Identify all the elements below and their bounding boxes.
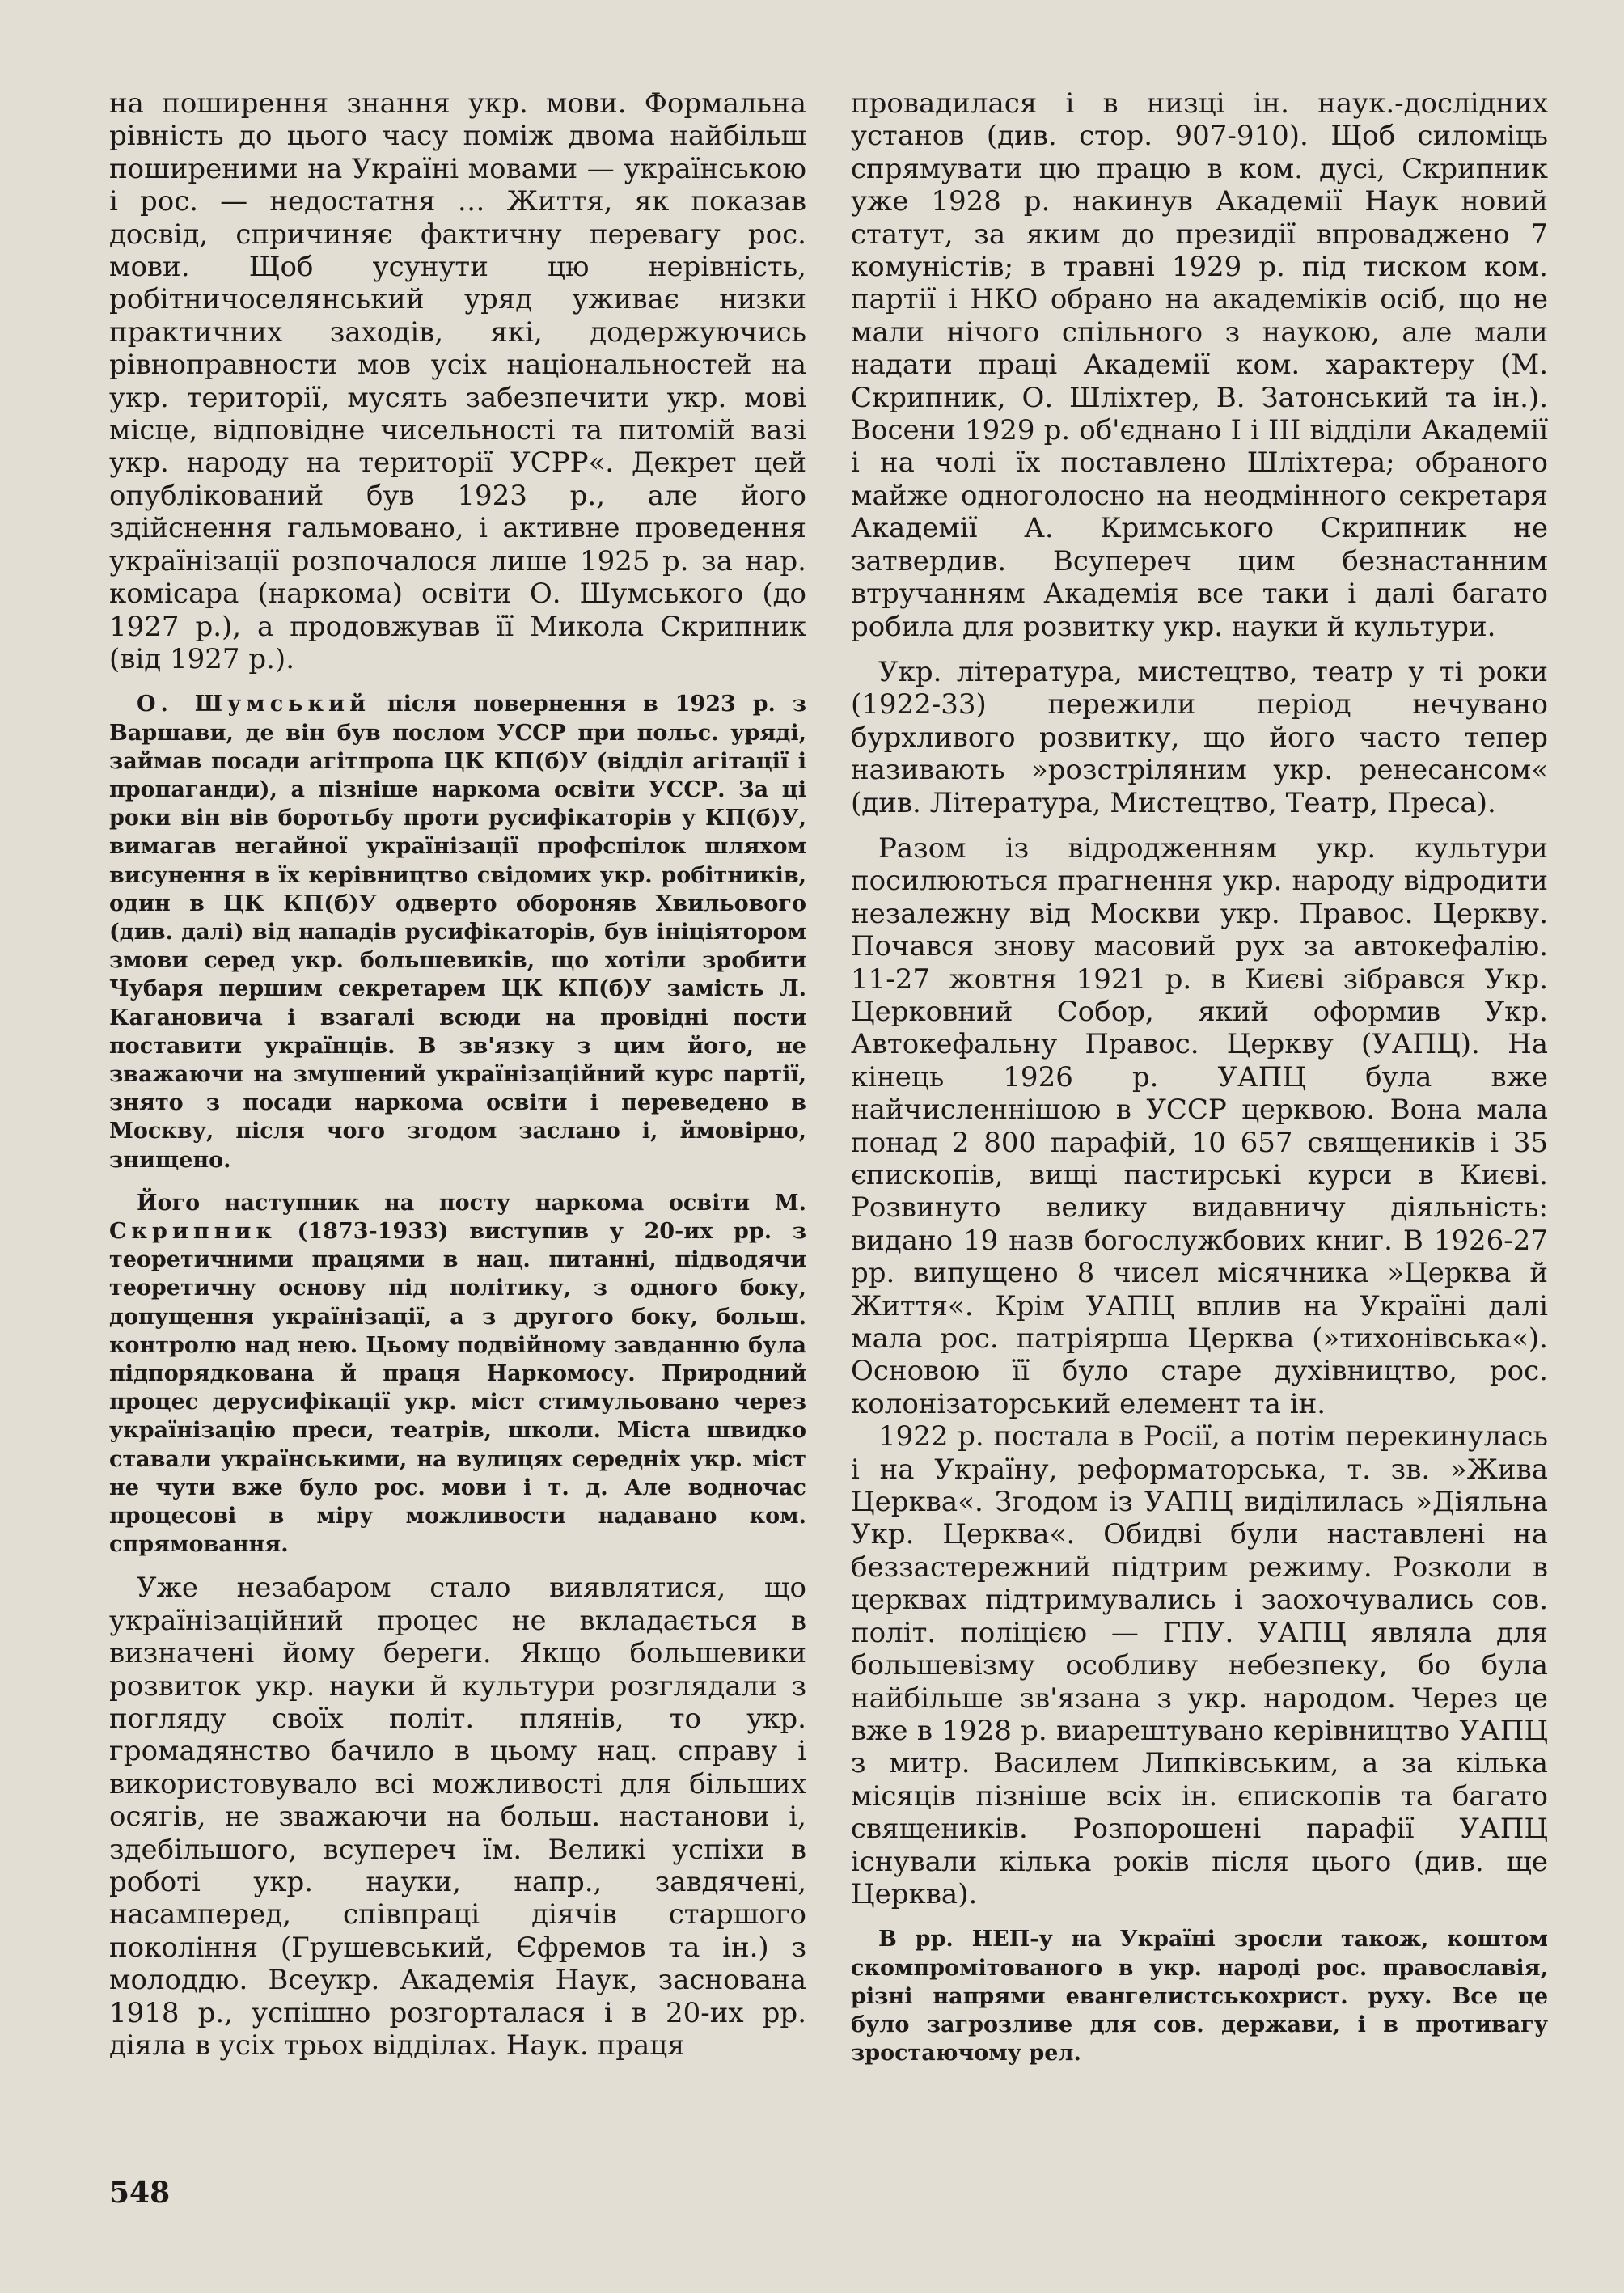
paragraph: 1922 р. постала в Росії, а потім перекинулась і на Україну, реформаторська, т. зв. »Жива Церква«. Згодом із УАПЦ виділилась »Діяльна Укр. Церква«. Обидві були наставлені на беззастережний підтрим режиму. Розколи в церквах підтримувались і заохочувались сов. політ. поліцією — ГПУ. УАПЦ являла для большевізму особливу небезпеку, бо була найбільше зв'язана з укр. народом. Через це вже в 1928 р. виарештувано керівництво УАПЦ з митр. Василем Липківським, а за кілька місяців пізніше всіх ін. єпископів та багато священиків. Розпорошені парафії УАПЦ існували кілька років після цього (див. ще Церква). (851, 1420, 1548, 1910)
right-column (851, 87, 1548, 2067)
page-number: 548 (109, 2176, 171, 2210)
small-paragraph-skrypnyk (109, 1189, 806, 1559)
left-column (109, 87, 806, 2062)
small-paragraph: В рр. НЕП-у на Україні зросли також, коштом скомпромітованого в укр. народі рос. православія, різні напрями евангелистськохрист. руху. Все це було загрозливе для сов. держави, і в противагу зростаючому рел. (851, 1927, 1548, 2067)
paragraph-text: (1873-1933) виступив у 20-их рр. з теоретичними працями в нац. питанні, підводячи теоретичну основу під політику, з одного боку, допущення українізації, а з другого боку, больш. контролю над нею. Цьому подвійному завданню була підпорядкована й праця Наркомосу. Природний процес дерусифікації укр. міст стимульовано через українізацію преси, театрів, школи. Міста швидко ставали українськими, на вулицях середніх укр. міст не чути вже було рос. мови і т. д. Але водночас процесові в міру можливости надавано ком. спрямовання. (109, 1218, 806, 1558)
person-name: О. Шумський (137, 692, 371, 717)
paragraph: Укр. література, мистецтво, театр у ті роки (1922-33) пережили період нечувано бурхливого розвитку, що його часто тепер називають »розстріляним укр. ренесансом« (див. Література, Мистецтво, Театр, Преса). (851, 655, 1548, 819)
person-name: Скрипник (109, 1218, 277, 1244)
paragraph: Уже незабаром стало виявлятися, що українізаційний процес не вкладається в визначені йому береги. Якщо большевики розвиток укр. науки й культури розглядали з погляду своїх політ. плянів, то укр. громадянство бачило в цьому нац. справу і використовувало всі можливості для більших осягів, не зважаючи на больш. настанови і, здебільшого, всупереч їм. Великі успіхи в роботі укр. науки, напр., завдячені, насамперед, співпраці діячів старшого покоління (Грушевський, Єфремов та ін.) з молоддю. Всеукр. Академія Наук, заснована 1918 р., успішно розгорталася і в 20-их рр. діяла в усіх трьох відділах. Наук. праця (109, 1572, 806, 2062)
paragraph-text: Його наступник на посту наркома освіти М. (137, 1190, 806, 1216)
paragraph: Разом із відродженням укр. культури посилюються прагнення укр. народу відродити незалежну від Москви укр. Правос. Церкву. Почався знову масовий рух за автокефалію. 11-27 жовтня 1921 р. в Києві зібрався Укр. Церковний Собор, який оформив Укр. Автокефальну Правос. Церкву (УАПЦ). На кінець 1926 р. УАПЦ була вже найчисленнішою в УССР церквою. Вона мала понад 2 800 парафій, 10 657 священиків і 35 єпископів, вищі пастирські курси в Києві. Розвинуто велику видавничу діяльність: видано 19 назв богослужбових книг. В 1926-27 рр. випущено 8 чисел місячника »Церква й Життя«. Крім УАПЦ вплив на Україні далі мала рос. патріярша Церква (»тихонівська«). Основою її було старе духівництво, рос. колонізаторський елемент та ін. (851, 831, 1548, 1420)
paragraph: провадилася і в низці ін. наук.-дослідних установ (див. стор. 907-910). Щоб силоміць спрямувати цю працю в ком. дусі, Скрипник уже 1928 р. накинув Академії Наук новий статут, за яким до президії впроваджено 7 комуністів; в травні 1929 р. під тиском ком. партії і НКО обрано на академіків осіб, що не мали нічого спільного з наукою, але мали надати праці Академії ком. характеру (М. Скрипник, О. Шліхтер, В. Затонський та ін.). Восени 1929 р. об'єднано I і III відділи Академії і на чолі їх поставлено Шліхтера; обраного майже одноголосно на неодмінного секретаря Академії А. Кримського Скрипник не затвердив. Всупереч цим безнастанним втручанням Академія все таки і далі багато робила для розвитку укр. науки й культури. (851, 87, 1548, 643)
paragraph-text: після повернення в 1923 р. з Варшави, де він був послом УССР при польс. уряді, займав посади агітпропа ЦК КП(б)У (відділ агітації і пропаганди), а пізніше наркома освіти УССР. За ці роки він вів боротьбу проти русифікаторів у КП(б)У, вимагав негайної українізації профспілок шляхом висунення в їх керівництво свідомих укр. робітників, один в ЦК КП(б)У одверто обороняв Хвильового (див. далі) від нападів русифікаторів, був ініціятором змови серед укр. большевиків, що хотіли зробити Чубаря першим секретарем ЦК КП(б)У замість Л. Кагановича і взагалі всюди на провідні пости поставити українців. В зв'язку з цим його, не зважаючи на змушений українізаційний курс партії, знято з посади наркома освіти і переведено в Москву, після чого згодом заслано і, ймовірно, знищено. (109, 692, 806, 1173)
paragraph: на поширення знання укр. мови. Формальна рівність до цього часу поміж двома найбільш поширеними на Україні мовами — українською і рос. — недостатня … Життя, як показав досвід, спричиняє фактичну перевагу рос. мови. Щоб усунути цю нерівність, робітничоселянський уряд уживає низки практичних заходів, які, додержуючись рівноправности мов усіх національностей на укр. території, мусять забезпечити укр. мові місце, відповідне чисельності та питомій вазі укр. народу на території УСРР«. Декрет цей опублікований був 1923 р., але його здійснення гальмовано, і активне проведення українізації розпочалося лише 1925 р. за нар. комісара (наркома) освіти О. Шумського (до 1927 р.), а продовжував її Микола Скрипник (від 1927 р.). (109, 87, 806, 675)
small-paragraph-shumsky (109, 690, 806, 1174)
